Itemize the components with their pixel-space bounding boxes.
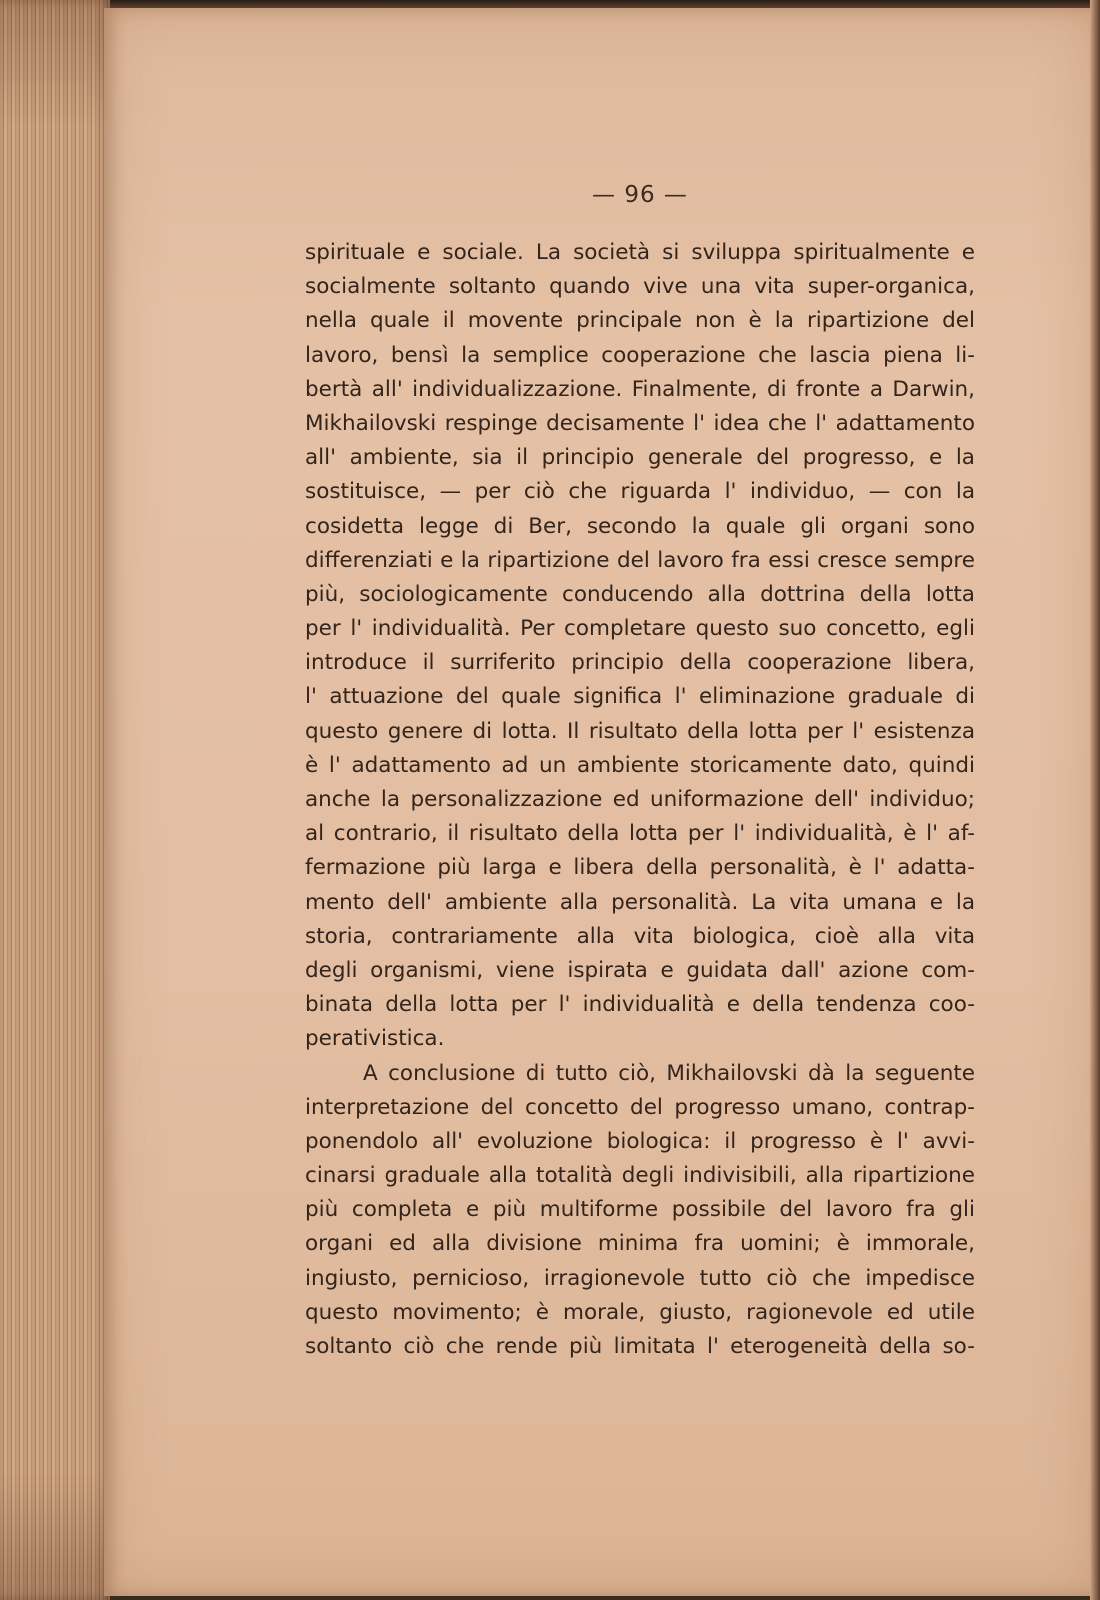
body-text [305,236,975,1364]
text-line: ingiusto, pernicioso, irragionevole tutto ciò che impedisce [305,1265,975,1291]
text-line: A conclusione di tutto ciò, Mikhailovski dà la seguente [363,1060,975,1086]
text-line: lavoro, bensì la semplice cooperazione che lascia piena li- [305,342,975,368]
text-line: organi ed alla divisione minima fra uomini; è immorale, [305,1231,975,1257]
text-line: ponendolo all' evoluzione biologica: il progresso è l' avvi- [305,1128,975,1154]
text-line: questo movimento; è morale, giusto, ragionevole ed utile [305,1299,975,1325]
book-page-edges [0,0,110,1600]
text-line: differenziati e la ripartizione del lavoro fra essi cresce sempre [305,547,975,573]
text-line: Mikhailovski respinge decisamente l' idea che l' adattamento [305,410,975,436]
text-line: sostituisce, — per ciò che riguarda l' individuo, — con la [305,479,975,505]
text-line: storia, contrariamente alla vita biologica, cioè alla vita [305,923,975,949]
text-line: è l' adattamento ad un ambiente storicamente dato, quindi [305,752,975,778]
paragraph-2 [305,1057,975,1365]
text-line: binata della lotta per l' individualità e della tendenza coo- [305,992,975,1018]
paragraph-1 [305,236,975,1057]
text-line: degli organismi, viene ispirata e guidata dall' azione com- [305,957,975,983]
text-line: al contrario, il risultato della lotta per l' individualità, è l' af- [305,821,975,847]
text-line: socialmente soltanto quando vive una vita super-organica, [305,274,975,300]
text-line: fermazione più larga e libera della personalità, è l' adatta- [305,855,975,881]
text-line: questo genere di lotta. Il risultato della lotta per l' esistenza [305,718,975,744]
text-line: l' attuazione del quale significa l' eliminazione graduale di [305,684,975,710]
text-line: più, sociologicamente conducendo alla dottrina della lotta [305,581,975,607]
text-line: perativistica. [305,1026,445,1052]
text-line: introduce il surriferito principio della cooperazione libera, [305,650,975,676]
text-line: cinarsi graduale alla totalità degli indivisibili, alla ripartizione [305,1163,975,1189]
text-line: spirituale e sociale. La società si sviluppa spiritualmente e [305,240,975,265]
text-line: cosidetta legge di Ber, secondo la quale gli organi sono [305,513,975,539]
text-line: più completa e più multiforme possibile del lavoro fra gli [305,1197,975,1223]
text-line: interpretazione del concetto del progresso umano, contrap- [305,1094,975,1120]
book-right-edge [1090,0,1100,1600]
page-number: — 96 — [592,182,688,208]
text-line: anche la personalizzazione ed uniformazione dell' individuo; [305,787,975,812]
text-line: mento dell' ambiente alla personalità. La vita umana e la [305,889,975,915]
text-line: soltanto ciò che rende più limitata l' eterogeneità della so- [305,1334,975,1359]
text-line: per l' individualità. Per completare questo suo concetto, egli [305,616,975,642]
text-line: bertà all' individualizzazione. Finalmente, di fronte a Darwin, [305,376,975,402]
text-line: nella quale il movente principale non è la ripartizione del [305,308,975,334]
text-line: all' ambiente, sia il principio generale del progresso, e la [305,445,975,471]
